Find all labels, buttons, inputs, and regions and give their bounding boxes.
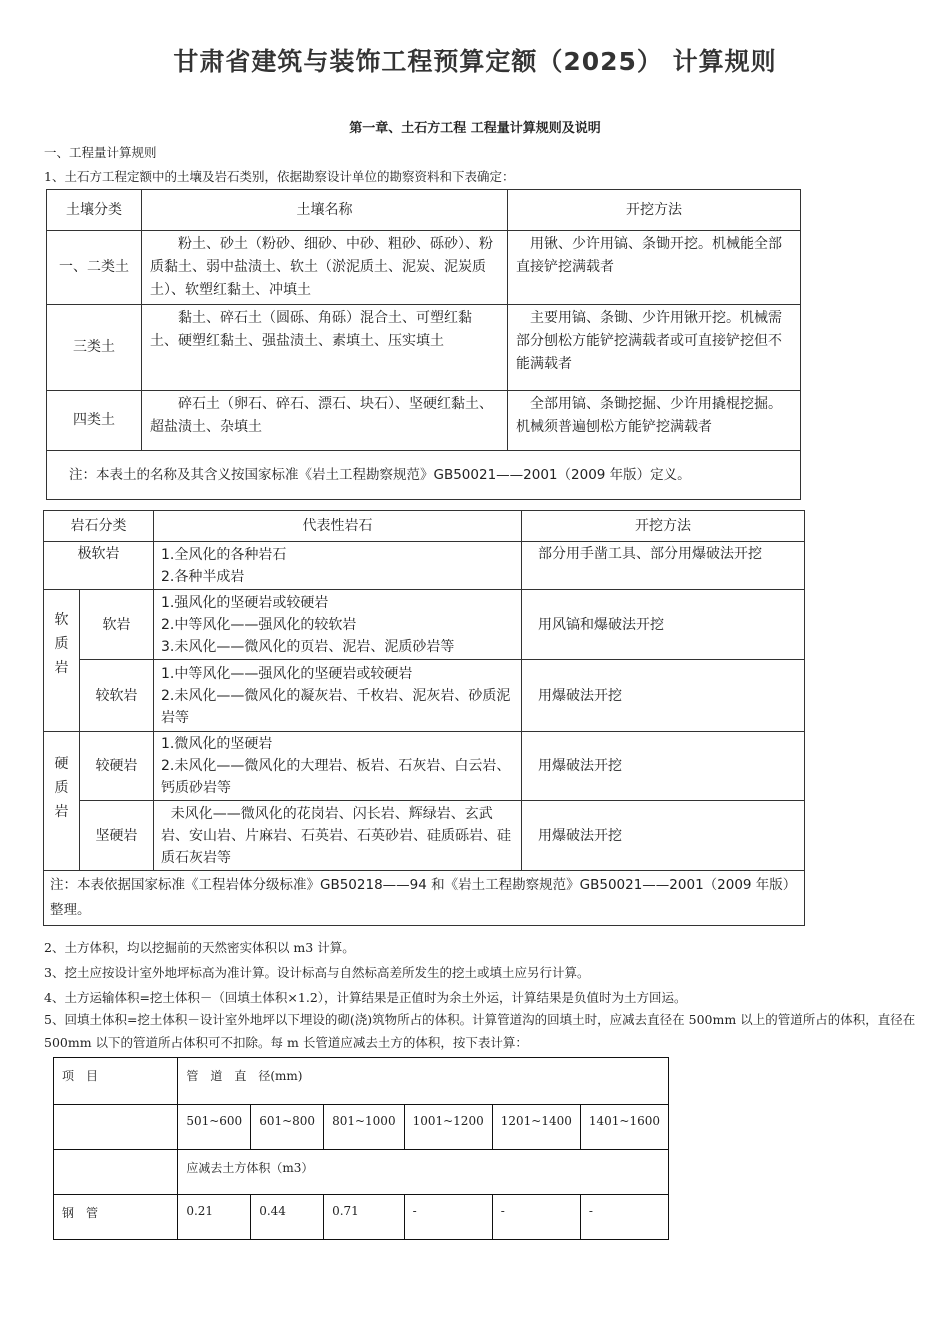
pipe-row-label: 钢 管 <box>54 1195 178 1240</box>
rock-item: 未风化——微风化的花岗岩、闪长岩、辉绿岩、玄武岩、安山岩、片麻岩、石英岩、石英砂岩、硅质砾岩、硅质石灰岩等 <box>161 805 511 866</box>
rock-item: 1.中等风化——强风化的坚硬岩或较硬岩 <box>161 665 413 682</box>
document-title: 甘肃省建筑与装饰工程预算定额（2025） 计算规则 <box>173 47 777 76</box>
rock-method-soft: 用风镐和爆破法开挖 <box>522 590 805 660</box>
pipe-range: 1001~1200 <box>404 1105 492 1150</box>
pipe-volume-table <box>53 1057 669 1240</box>
rock-classification-table <box>43 510 805 926</box>
soil-class-1: 一、二类土 <box>47 231 142 305</box>
chapter-heading: 第一章、土石方工程 工程量计算规则及说明 <box>349 121 601 136</box>
rock-group-hard-label: 硬质岩 <box>54 756 69 820</box>
soil-header-method: 开挖方法 <box>508 190 801 231</box>
rock-method-softer: 用爆破法开挖 <box>522 660 805 732</box>
rock-list-extra-soft <box>154 542 522 590</box>
rock-class-soft: 软岩 <box>80 590 154 660</box>
rock-method-harder: 用爆破法开挖 <box>522 732 805 801</box>
soil-header-class: 土壤分类 <box>47 190 142 231</box>
rock-class-harder: 较硬岩 <box>80 732 154 801</box>
pipe-value: 0.44 <box>251 1195 324 1240</box>
soil-method-2: 主要用镐、条锄、少许用锹开挖。机械需部分刨松方能铲挖满载者或可直接铲挖但不能满载者 <box>508 305 801 391</box>
pipe-empty-cell <box>54 1150 178 1195</box>
rock-list-soft <box>154 590 522 660</box>
soil-classification-table <box>46 189 801 500</box>
pipe-value: 0.71 <box>324 1195 405 1240</box>
soil-table-note: 注：本表土的名称及其含义按国家标准《岩土工程勘察规范》GB50021——2001（2009 年版）定义。 <box>47 451 801 500</box>
rule-3: 3、挖土应按设计室外地坪标高为准计算。设计标高与自然标高差所发生的挖土或填土应另行计算。 <box>44 965 590 980</box>
pipe-range: 601~800 <box>251 1105 324 1150</box>
pipe-value: 0.21 <box>178 1195 251 1240</box>
rock-header-class: 岩石分类 <box>44 511 154 542</box>
pipe-empty-cell <box>54 1105 178 1150</box>
rock-item: 2.中等风化——强风化的较软岩 <box>161 616 357 633</box>
section-heading: 一、工程量计算规则 <box>44 145 157 160</box>
rock-header-method: 开挖方法 <box>522 511 805 542</box>
soil-name-3: 碎石土（卵石、碎石、漂石、块石）、坚硬红黏土、超盐渍土、杂填土 <box>142 391 508 451</box>
pipe-item-header: 项 目 <box>54 1058 178 1105</box>
rock-item: 1.微风化的坚硬岩 <box>161 736 273 752</box>
rule-2: 2、土方体积，均以挖掘前的天然密实体积以 m3 计算。 <box>44 940 355 955</box>
rock-class-hard: 坚硬岩 <box>80 801 154 871</box>
pipe-range: 1201~1400 <box>492 1105 580 1150</box>
pipe-diameter-header: 管 道 直 径(mm) <box>178 1058 669 1105</box>
soil-class-2: 三类土 <box>47 305 142 391</box>
soil-method-3: 全部用镐、条锄挖掘、少许用撬棍挖掘。机械须普遍刨松方能铲挖满载者 <box>508 391 801 451</box>
rule-1: 1、土石方工程定额中的土壤及岩石类别，依据勘察设计单位的勘察资料和下表确定： <box>44 169 515 184</box>
rock-item: 2.未风化——微风化的凝灰岩、千枚岩、泥灰岩、砂质泥岩等 <box>161 687 511 726</box>
rock-list-harder <box>154 732 522 801</box>
pipe-volume-label: 应减去土方体积（m3） <box>178 1150 669 1195</box>
soil-method-1: 用锹、少许用镐、条锄开挖。机械能全部直接铲挖满载者 <box>508 231 801 305</box>
rock-group-soft-label: 软质岩 <box>54 612 69 676</box>
rock-header-rocks: 代表性岩石 <box>154 511 522 542</box>
rock-list-hard <box>154 801 522 871</box>
rock-method-hard: 用爆破法开挖 <box>522 801 805 871</box>
pipe-value: - <box>404 1195 492 1240</box>
soil-class-3: 四类土 <box>47 391 142 451</box>
rock-method-extra-soft: 部分用手凿工具、部分用爆破法开挖 <box>522 542 805 590</box>
soil-name-2: 黏土、碎石土（圆砾、角砾）混合土、可塑红黏土、硬塑红黏土、强盐渍土、素填土、压实填土 <box>142 305 508 391</box>
pipe-range: 801~1000 <box>324 1105 405 1150</box>
rock-table-note: 注：本表依据国家标准《工程岩体分级标准》GB50218——94 和《岩土工程勘察规范》GB50021——2001（2009 年版）整理。 <box>44 871 805 926</box>
rule-5: 5、回填土体积=挖土体积－设计室外地坪以下埋设的砌(浇)筑物所占的体积。计算管道沟的回填土时，应减去直径在 500mm 以上的管道所占的体积，直径在 500mm 以下的管道所占体积可不扣除。每 m 长管道应减去土方的体积，按下表计算： <box>44 1012 916 1050</box>
rock-class-softer: 较软岩 <box>80 660 154 732</box>
rock-list-softer <box>154 660 522 732</box>
pipe-range: 1401~1600 <box>580 1105 668 1150</box>
rock-item: 1.全风化的各种岩石 <box>161 546 287 563</box>
pipe-value: - <box>492 1195 580 1240</box>
rock-group-hard <box>44 732 80 871</box>
rock-group-soft <box>44 590 80 732</box>
rock-item: 2.未风化——微风化的大理岩、板岩、石灰岩、白云岩、钙质砂岩等 <box>161 758 511 796</box>
pipe-range: 501~600 <box>178 1105 251 1150</box>
rock-item: 3.未风化——微风化的页岩、泥岩、泥质砂岩等 <box>161 638 455 655</box>
pipe-value: - <box>580 1195 668 1240</box>
rock-item: 2.各种半成岩 <box>161 568 245 585</box>
soil-header-name: 土壤名称 <box>142 190 508 231</box>
soil-name-1: 粉土、砂土（粉砂、细砂、中砂、粗砂、砾砂）、粉质黏土、弱中盐渍土、软土（淤泥质土、泥炭、泥炭质土）、软塑红黏土、冲填土 <box>142 231 508 305</box>
rule-4: 4、土方运输体积=挖土体积－（回填土体积×1.2），计算结果是正值时为余土外运，计算结果是负值时为土方回运。 <box>44 990 687 1005</box>
rock-item: 1.强风化的坚硬岩或较硬岩 <box>161 594 329 611</box>
rock-class-extra-soft: 极软岩 <box>44 542 154 590</box>
